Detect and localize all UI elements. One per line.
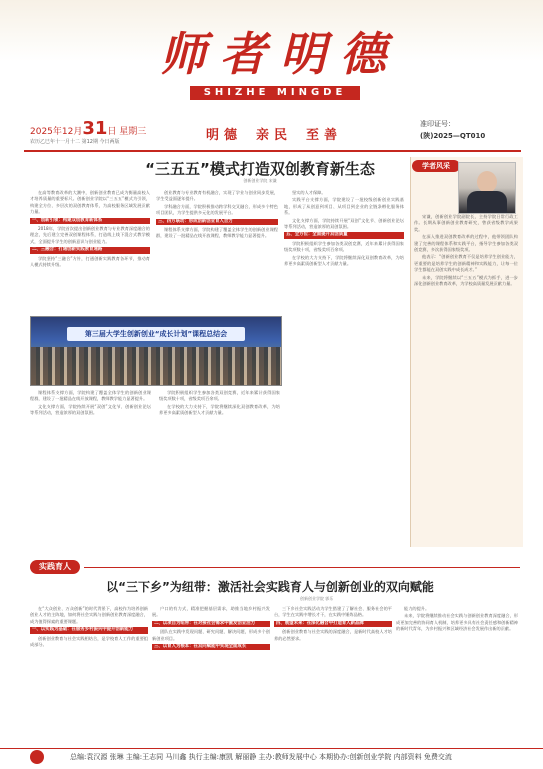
paragraph: 课程体系支撑方面，学院构建了覆盖全体学生的创新创业课程群，建设了一批精品在线开放课程，教师教学能力显著提升。 [30, 390, 151, 402]
paragraph: 实践平台支撑方面，学院建设了一批校级创新创业实践基地，形成了从创意到项目、从项目到企业的全链条孵化服务体系。 [284, 197, 404, 216]
subheading: 一、创新引领：构建双创教育新体系 [30, 218, 150, 224]
paragraph: 团队在实践中发现问题、研究问题、解决问题，形成多个创新创业项目。 [152, 629, 270, 641]
paragraph: 坚实的人才保障。 [292, 190, 326, 195]
subheading: 二、三融合：打通创新实践教育通路 [30, 247, 150, 253]
permit-label: 准印证号： [420, 120, 455, 128]
paragraph: 在“大众创业、万众创新”的时代背景下，高校作为培养创新创业人才的主阵地，如何将社会实践与创新创业教育深度融合，成为值得探索的重要课题。 [30, 606, 148, 624]
paragraph: 在深入推进双创教育改革的过程中，他带领团队构建了完善的课程体系和实践平台，指导学生参加各类双创竞赛，多次获得国家级奖项。 [414, 234, 518, 253]
paragraph: 创业教育与专业教育有机融合，实现了学业与创业同步发展，学生受益面逐年提升。 [156, 190, 278, 202]
second-article-title: 以“三下乡”为纽带：激活社会实践育人与创新创业的双向赋能 [106, 580, 434, 594]
permit-code: (陕)2025—QT010 [420, 132, 486, 140]
paragraph: 他表示：“创新创业教育不仅是培养学生创业能力，更重要的是培养学生的创新精神和实践能力，让每一位学生都能在双创实践中成长成才。” [414, 254, 518, 273]
paragraph: 学科融合方面，学院积极推动跨学科交叉融合，形成多个特色项目团队，为学生提供多元化的发展平台。 [156, 203, 278, 216]
lead-article-continuation [30, 390, 280, 550]
subheading: 三、四方联动：形成创新创业育人合力 [156, 219, 278, 225]
paragraph: 能力的提升。 [404, 606, 430, 611]
subheading: 二、以项目为纽带：在对接社会需求中激发创业活力 [152, 621, 270, 627]
paragraph: 学院坚持“三融合”方针，打通创新实践教育各环节，推动育人模式持续升级。 [30, 255, 150, 268]
portrait-face [477, 171, 497, 193]
subheading: 五、全方位：全面提升双创质量 [284, 232, 404, 238]
paragraph: 三下乡社会实践活动为学生搭建了了解社会、服务社会的平台，学生在实践中增长才干，在实践中锤炼品格。 [274, 606, 392, 618]
portrait-body [467, 191, 507, 213]
motto-word: 亲民 [256, 128, 293, 143]
lead-article-column-1 [30, 190, 150, 312]
newspaper-logo: 师者明德 [160, 27, 400, 81]
motto-word: 至善 [306, 128, 343, 143]
paragraph: 在学校的大力支持下，学院将继续深化双创教育改革，为培养更多高素质创新型人才贡献力量。 [159, 403, 280, 416]
paragraph: 在高等教育改革的大潮中，创新创业教育已成为衡量高校人才培养质量的重要标尺。创新创业学院以“三五五”模式为引领，构建全方位、多层次的双创教育体系，为高校服务区域发展贡献力量。 [30, 190, 150, 215]
photo-crowd [31, 347, 281, 385]
school-motto [206, 124, 356, 143]
paragraph: 学院积极组织学生参加各类双创竞赛，近年来累计获得国家级奖项数十项，省级奖项百余项。 [284, 240, 404, 253]
section-tag: 实践育人 [30, 560, 80, 574]
date-weekday: 日 星期三 [107, 127, 147, 137]
second-article-column-1 [30, 606, 148, 744]
paragraph: 文化支撑方面，学院持续开展“双创”文化节、创新创业论坛等系列活动，营造浓厚的双创氛围。 [30, 403, 151, 416]
paragraph: 未来，学院将继续以“三五五”模式为抓手，进一步深化创新创业教育改革，为学校高质量发展贡献力量。 [414, 274, 518, 287]
second-article-column-3 [274, 606, 392, 744]
newspaper-logo-pinyin: SHIZHE MINGDE [190, 86, 360, 100]
subheading: 一、以实践为基础：在服务乡村振兴中提升创新能力 [30, 627, 148, 633]
issue-date [30, 118, 146, 139]
scholar-profile-text [414, 214, 518, 544]
paragraph: 创新创业教育与社会实践相结合，是学校育人工作的重要组成部分。 [30, 635, 148, 648]
paragraph: 课程体系支撑方面，学院构建了覆盖全体学生的创新创业课程群，建设了一批精品在线开放课程，教师教学能力显著提升。 [156, 227, 278, 239]
footer-credits: 总编:袁汉源 张琳 主编:王志同 马川鑫 执行主编:康凯 解丽静 主办:教师发展中心 本期协办:创新创业学院 内部资料 免费交流 [70, 753, 452, 761]
footer-badge-icon [30, 750, 44, 764]
date-day: 31 [82, 118, 108, 139]
lead-article-column-3 [284, 190, 404, 550]
paragraph: 在学校的大力支持下，学院将继续深化双创教育改革，为培养更多高素质创新型人才贡献力量。 [284, 254, 404, 267]
paragraph: 宋谦，创新创业学院副院长，主持学院日常行政工作。长期从事创新创业教育研究，曾获省级教学成果奖。 [414, 214, 518, 232]
publication-permit [420, 118, 485, 142]
motto-word: 明德 [206, 128, 243, 143]
subheading: 四、展望未来：在深化融合中打造育人新品牌 [274, 621, 392, 627]
paragraph: 2018年，学院首次提出创新创业教育与专业教育深度融合的理念，先后建立完善双创课程体系，打造线上线下混合式教学模式，全面提升学生的创新意识与创业能力。 [30, 226, 150, 244]
paragraph: 未来，学院将继续推动社会实践与创新创业教育深度融合，形成更加完善的协同育人机制，培养更多具有社会责任感和创新精神的新时代青年，为乡村振兴和区域经济社会发展作出新的贡献。 [396, 613, 518, 632]
lead-article-byline: 创新创业学院 宋谦 [243, 178, 277, 183]
second-article-byline: 创新创业学院 郭乐 [300, 596, 334, 601]
section-divider [84, 567, 520, 568]
second-article-column-2 [152, 606, 270, 744]
paragraph: 学院积极组织学生参加各类双创竞赛，近年来累计获得国家级奖项数十项，省级奖项百余项。 [159, 390, 280, 402]
scholar-portrait [458, 162, 516, 214]
subheading: 三、以育人为根本：在双向赋能中实现全面成长 [152, 644, 270, 650]
paragraph: 文化支撑方面，学院持续开展“双创”文化节、创新创业论坛等系列活动，营造浓厚的双创氛围。 [284, 217, 404, 230]
event-photo [30, 316, 282, 386]
masthead-divider [24, 150, 521, 152]
lead-article-column-2 [156, 190, 278, 312]
second-article-column-4 [396, 606, 518, 744]
lunar-date: 农历乙巳年十一月十二 第12期 今日两版 [30, 139, 120, 145]
paragraph: 户口的有力式，精准把握基层需求，助推当地乡村振兴发展。 [152, 606, 270, 618]
photo-banner-text: 第三届大学生创新创业“成长计划”课程总结会 [67, 327, 245, 341]
date-prefix: 2025年12月 [30, 127, 83, 137]
scholar-profile-tag: 学者风采 [412, 160, 460, 172]
lead-article-title: “三五五”模式打造双创教育新生态 [145, 160, 375, 178]
paragraph: 创新创业教育与社会实践的深度融合，是新时代高校人才培养的必然要求。 [274, 629, 392, 641]
